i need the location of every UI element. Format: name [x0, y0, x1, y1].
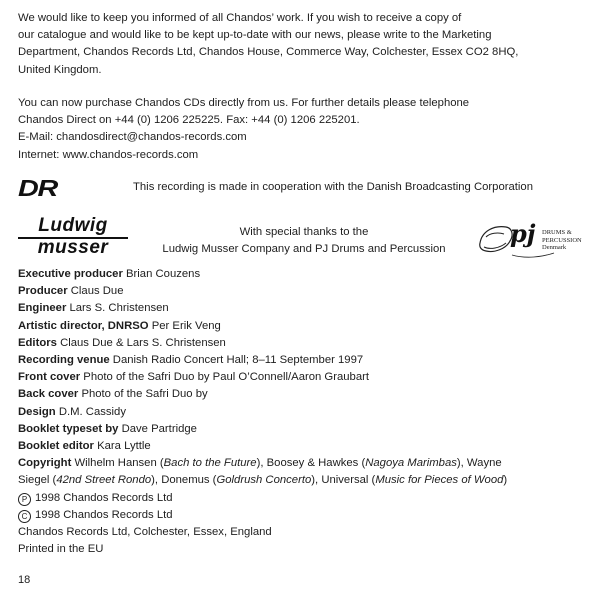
purchase-paragraph [18, 95, 584, 164]
thanks-line: With special thanks to the [239, 226, 369, 238]
credit-copyright-continued [18, 472, 584, 489]
credit-label: Producer [18, 285, 68, 298]
credit-label: Booklet editor [18, 440, 94, 453]
credit-front-cover [18, 369, 584, 386]
copyright-icon: C [18, 510, 31, 523]
credit-label: Executive producer [18, 268, 123, 280]
credit-recording-venue [18, 352, 584, 369]
pj-subtitle-line: DRUMS & PERCUSSION [542, 229, 582, 244]
credit-value: Kara Lyttle [97, 440, 151, 453]
credit-producer [18, 283, 584, 300]
credit-value: Wilhelm Hansen ( [74, 457, 164, 470]
credit-value: ), Boosey & Hawkes ( [256, 457, 366, 470]
printed-line: Printed in the EU [18, 543, 104, 556]
dr-logo: DR [18, 175, 58, 201]
credit-value: Lars S. Christensen [69, 302, 169, 315]
internet-line: Internet: www.chandos-records.com [18, 148, 199, 161]
credit-value: Siegel ( [18, 474, 57, 487]
pj-letters: pj [510, 219, 536, 248]
work-title: Nagoya Marimbas [365, 457, 457, 470]
credit-value: Dave Partridge [121, 422, 197, 435]
text-line: You can now purchase Chandos CDs directly from us. For further details please telephone [18, 97, 470, 109]
text-line: Department, Chandos Records Ltd, Chandos House, Commerce Way, Colchester, Essex CO2 8HQ, [18, 46, 519, 59]
credit-back-cover [18, 386, 584, 403]
work-title: Bach to the Future [163, 457, 257, 470]
credit-value: 1998 Chandos Records Ltd [35, 508, 173, 521]
credit-value: 1998 Chandos Records Ltd [35, 491, 173, 504]
pj-subtitle-line: Denmark [542, 244, 567, 251]
credit-label: Design [18, 405, 56, 418]
credit-value: Claus Due & Lars S. Christensen [60, 336, 226, 349]
phonogram-line [18, 490, 584, 507]
phonogram-icon: P [18, 493, 31, 506]
credit-design [18, 404, 584, 421]
credit-label: Booklet typeset by [18, 422, 119, 435]
credit-label: Recording venue [18, 354, 110, 367]
credit-label: Editors [18, 336, 57, 349]
credit-label: Back cover [18, 388, 79, 401]
copyright-line [18, 507, 584, 524]
page-number: 18 [18, 574, 31, 586]
credit-booklet-typeset [18, 421, 584, 438]
ludwig-musser-logo [14, 215, 132, 261]
text-line: our catalogue and would like to be kept up-to-date with our news, please write to the Marketing [18, 29, 492, 42]
thanks-line: Ludwig Musser Company and PJ Drums and Percussion [162, 243, 446, 255]
credit-value: ), Universal ( [311, 474, 376, 487]
dr-credit-row [18, 177, 588, 199]
credit-value: Danish Radio Concert Hall; 8–11 September 1997 [112, 354, 364, 367]
credit-value: D.M. Cassidy [58, 405, 126, 418]
credit-engineer [18, 300, 584, 317]
pj-subtitle [542, 229, 592, 252]
credit-label: Engineer [18, 302, 67, 315]
credit-copyright [18, 455, 584, 472]
credit-value: ), Wayne [456, 457, 502, 470]
thanks-text [144, 224, 464, 258]
catalogue-paragraph [18, 10, 584, 79]
credit-value: Brian Couzens [126, 268, 201, 280]
credit-value: Photo of the Safri Duo by Paul O’Connell/Aaron Graubart [83, 371, 370, 384]
musser-logo-text: musser [37, 237, 109, 258]
credit-value: ) [503, 474, 508, 487]
credit-label: Copyright [18, 457, 72, 470]
ludwig-logo-text: Ludwig [38, 215, 108, 236]
credits-list [18, 266, 584, 558]
credit-value: Per Erik Veng [151, 319, 221, 332]
dr-text: This recording is made in cooperation with the Danish Broadcasting Corporation [133, 181, 533, 193]
work-title: Goldrush Concerto [216, 474, 312, 487]
work-title: Music for Pieces of Wood [375, 474, 504, 487]
text-line: Chandos Direct on +44 (0) 1206 225225. Fax: +44 (0) 1206 225201. [18, 114, 360, 127]
credit-label: Artistic director, DNRSO [18, 319, 149, 332]
credit-booklet-editor [18, 438, 584, 455]
thanks-row [14, 215, 590, 267]
credit-editors [18, 335, 584, 352]
credit-value: Claus Due [70, 285, 124, 298]
credit-executive-producer [18, 266, 584, 283]
text-line: United Kingdom. [18, 63, 102, 76]
credit-artistic-director [18, 318, 584, 335]
email-line: E-Mail: chandosdirect@chandos-records.com [18, 131, 247, 144]
credit-label: Front cover [18, 371, 81, 384]
pj-drums-logo [476, 217, 588, 267]
address-line: Chandos Records Ltd, Colchester, Essex, England [18, 526, 272, 539]
work-title: 42nd Street Rondo [56, 474, 152, 487]
credit-value: Photo of the Safri Duo by [81, 388, 208, 401]
text-line: We would like to keep you informed of all Chandos’ work. If you wish to receive a copy of [18, 12, 462, 24]
credit-value: ), Donemus ( [151, 474, 217, 487]
